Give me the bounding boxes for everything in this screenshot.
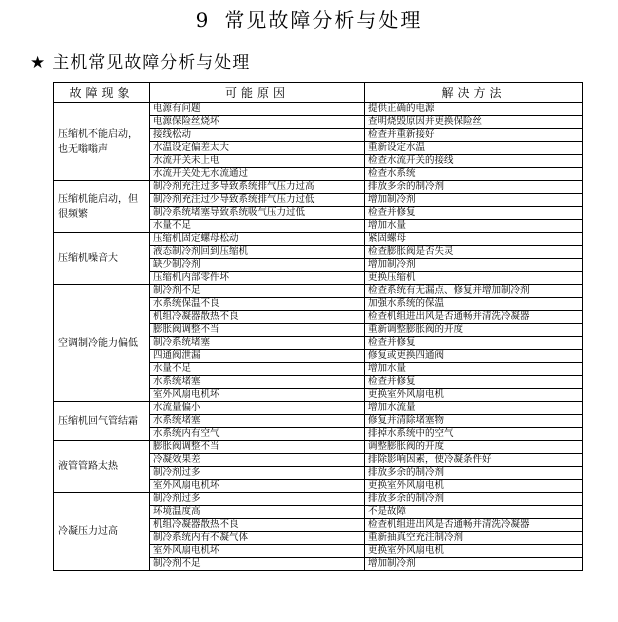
possible-cause-cell: 接线松动 (150, 129, 365, 142)
solution-cell: 提供正确的电源 (365, 103, 583, 116)
solution-cell: 检查并修复 (365, 376, 583, 389)
solution-cell: 增加水量 (365, 220, 583, 233)
column-header-cause: 可能原因 (150, 83, 365, 103)
solution-cell: 检查水系统 (365, 168, 583, 181)
table-row (54, 493, 583, 506)
solution-cell: 增加水量 (365, 363, 583, 376)
solution-cell: 增加制冷剂 (365, 194, 583, 207)
table-row (54, 441, 583, 454)
solution-cell: 排掉水系统中的空气 (365, 428, 583, 441)
section-title-text: 主机常见故障分析与处理 (52, 53, 251, 73)
possible-cause-cell: 制冷剂过多 (150, 467, 365, 480)
chapter-title: 常见故障分析与处理 (224, 8, 423, 32)
possible-cause-cell: 室外风扇电机坏 (150, 389, 365, 402)
possible-cause-cell: 室外风扇电机坏 (150, 480, 365, 493)
section-title (30, 48, 250, 73)
possible-cause-cell: 压缩机内部零件坏 (150, 272, 365, 285)
fault-phenomenon-cell: 压缩机回气管结霜 (54, 402, 150, 441)
table-row (54, 233, 583, 246)
possible-cause-cell: 制冷剂充注过多导致系统排气压力过高 (150, 181, 365, 194)
possible-cause-cell: 制冷系统堵塞导致系统吸气压力过低 (150, 207, 365, 220)
fault-phenomenon-cell: 空调制冷能力偏低 (54, 285, 150, 402)
solution-cell: 调整膨胀阀的开度 (365, 441, 583, 454)
solution-cell: 排放多余的制冷剂 (365, 467, 583, 480)
solution-cell: 重新抽真空充注制冷剂 (365, 532, 583, 545)
solution-cell: 增加制冷剂 (365, 558, 583, 571)
possible-cause-cell: 制冷系统堵塞 (150, 337, 365, 350)
solution-cell: 不是故障 (365, 506, 583, 519)
possible-cause-cell: 水温设定偏差太大 (150, 142, 365, 155)
possible-cause-cell: 机组冷凝器散热不良 (150, 519, 365, 532)
solution-cell: 排放多余的制冷剂 (365, 181, 583, 194)
solution-cell: 紧固螺母 (365, 233, 583, 246)
column-header-solution: 解决方法 (365, 83, 583, 103)
solution-cell: 检查膨胀阀是否失灵 (365, 246, 583, 259)
table-row (54, 285, 583, 298)
possible-cause-cell: 膨胀阀调整不当 (150, 324, 365, 337)
possible-cause-cell: 电源有问题 (150, 103, 365, 116)
solution-cell: 查明烧毁原因并更换保险丝 (365, 116, 583, 129)
fault-phenomenon-cell: 压缩机能启动，但很频繁 (54, 181, 150, 233)
possible-cause-cell: 机组冷凝器散热不良 (150, 311, 365, 324)
possible-cause-cell: 制冷剂不足 (150, 285, 365, 298)
possible-cause-cell: 水量不足 (150, 220, 365, 233)
solution-cell: 更换压缩机 (365, 272, 583, 285)
table-header-row (54, 83, 583, 103)
solution-cell: 检查并修复 (365, 207, 583, 220)
table-row (54, 103, 583, 116)
table-row (54, 402, 583, 415)
possible-cause-cell: 环境温度高 (150, 506, 365, 519)
fault-phenomenon-cell: 压缩机噪音大 (54, 233, 150, 285)
fault-table (53, 82, 583, 571)
possible-cause-cell: 水流量偏小 (150, 402, 365, 415)
solution-cell: 检查机组进出风是否通畅并清洗冷凝器 (365, 519, 583, 532)
solution-cell: 重新设定水温 (365, 142, 583, 155)
solution-cell: 更换室外风扇电机 (365, 545, 583, 558)
possible-cause-cell: 电源保险丝烧坏 (150, 116, 365, 129)
possible-cause-cell: 制冷剂充注过少导致系统排气压力过低 (150, 194, 365, 207)
solution-cell: 检查并修复 (365, 337, 583, 350)
possible-cause-cell: 室外风扇电机坏 (150, 545, 365, 558)
possible-cause-cell: 水系统保温不良 (150, 298, 365, 311)
page-title (0, 4, 618, 33)
table-body (54, 103, 583, 571)
solution-cell: 检查水流开关的接线 (365, 155, 583, 168)
possible-cause-cell: 缺少制冷剂 (150, 259, 365, 272)
solution-cell: 增加水流量 (365, 402, 583, 415)
solution-cell: 检查系统有无漏点、修复并增加制冷剂 (365, 285, 583, 298)
solution-cell: 修复并清除堵塞物 (365, 415, 583, 428)
possible-cause-cell: 制冷系统内有不凝气体 (150, 532, 365, 545)
possible-cause-cell: 水流开关未上电 (150, 155, 365, 168)
chapter-number: 9 (195, 8, 211, 32)
solution-cell: 排除影响因素，使冷凝条件好 (365, 454, 583, 467)
solution-cell: 加强水系统的保温 (365, 298, 583, 311)
possible-cause-cell: 制冷剂不足 (150, 558, 365, 571)
possible-cause-cell: 水系统堵塞 (150, 376, 365, 389)
star-icon: ★ (30, 53, 47, 73)
solution-cell: 检查机组进出风是否通畅并清洗冷凝器 (365, 311, 583, 324)
possible-cause-cell: 水流开关处无水流通过 (150, 168, 365, 181)
possible-cause-cell: 压缩机固定螺母松动 (150, 233, 365, 246)
solution-cell: 检查并重新接好 (365, 129, 583, 142)
fault-phenomenon-cell: 压缩机不能启动，也无嗡嗡声 (54, 103, 150, 181)
possible-cause-cell: 水系统堵塞 (150, 415, 365, 428)
possible-cause-cell: 水量不足 (150, 363, 365, 376)
solution-cell: 修复或更换四通阀 (365, 350, 583, 363)
fault-phenomenon-cell: 冷凝压力过高 (54, 493, 150, 571)
possible-cause-cell: 制冷剂过多 (150, 493, 365, 506)
possible-cause-cell: 冷凝效果差 (150, 454, 365, 467)
solution-cell: 更换室外风扇电机 (365, 480, 583, 493)
solution-cell: 增加制冷剂 (365, 259, 583, 272)
fault-phenomenon-cell: 液管管路太热 (54, 441, 150, 493)
table-row (54, 181, 583, 194)
possible-cause-cell: 膨胀阀调整不当 (150, 441, 365, 454)
solution-cell: 重新调整膨胀阀的开度 (365, 324, 583, 337)
possible-cause-cell: 四通阀泄漏 (150, 350, 365, 363)
column-header-phenomenon: 故障现象 (54, 83, 150, 103)
possible-cause-cell: 液态制冷剂回到压缩机 (150, 246, 365, 259)
possible-cause-cell: 水系统内有空气 (150, 428, 365, 441)
solution-cell: 排放多余的制冷剂 (365, 493, 583, 506)
solution-cell: 更换室外风扇电机 (365, 389, 583, 402)
